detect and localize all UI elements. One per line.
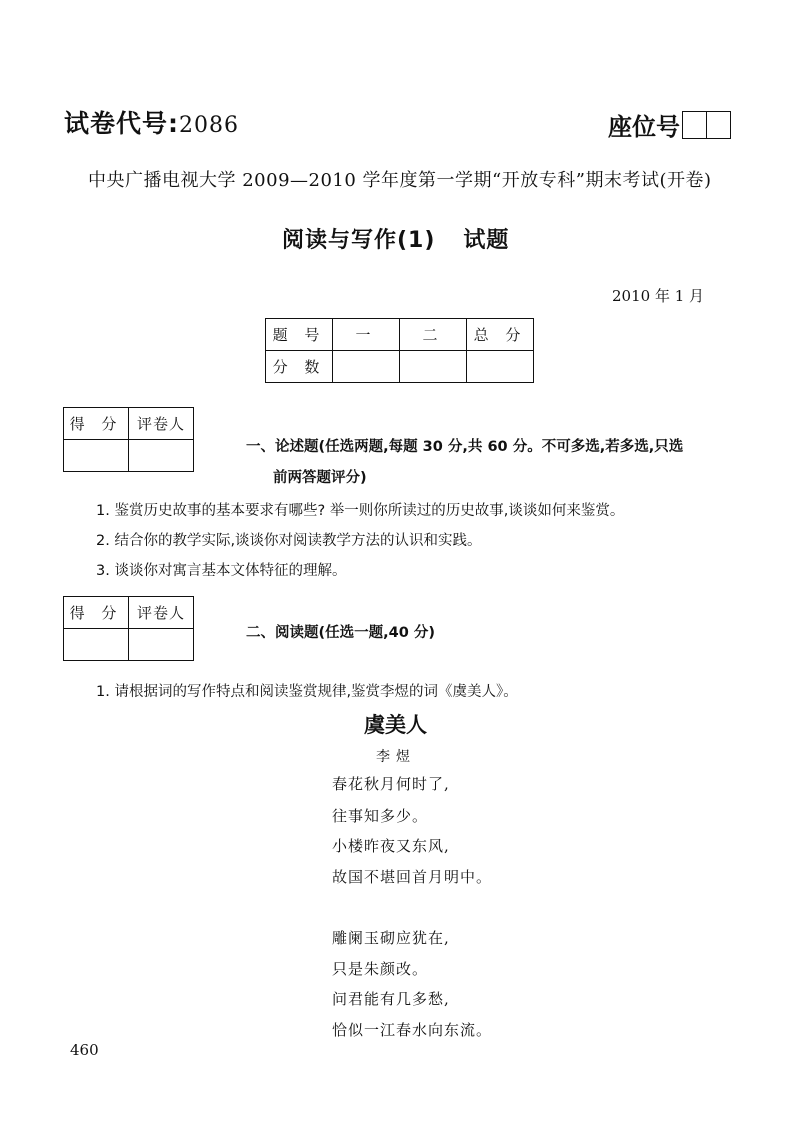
grader-score-label: 得 分: [64, 597, 129, 629]
score-cell[interactable]: [333, 351, 400, 383]
grader-name-cell[interactable]: [129, 440, 194, 472]
poem-line: 恰似一江春水向东流。: [332, 1021, 493, 1039]
section1-title-cont: 前两答题评分): [273, 470, 367, 486]
score-header-cell: 题 号: [266, 319, 333, 351]
score-cell[interactable]: [400, 351, 467, 383]
grader-score-label: 得 分: [64, 408, 129, 440]
seat-number-boxes[interactable]: [682, 111, 731, 139]
exam-date: 2010 年 1 月: [612, 287, 705, 305]
seat-box[interactable]: [706, 112, 730, 138]
seat-number-label: 座位号: [608, 113, 680, 141]
section1-title: 一、论述题(任选两题,每题 30 分,共 60 分。不可多选,若多选,只选: [246, 439, 684, 455]
exam-code-number: 2086: [179, 113, 239, 138]
poem-author: 李煜: [376, 749, 416, 765]
grader-name-label: 评卷人: [129, 597, 194, 629]
poem-line: 小楼昨夜又东风,: [332, 837, 450, 855]
score-table-value-row: [266, 351, 534, 383]
poem-line: 雕阑玉砌应犹在,: [332, 929, 450, 947]
grader-score-cell[interactable]: [64, 629, 129, 661]
grader-score-cell[interactable]: [64, 440, 129, 472]
grader-name-label: 评卷人: [129, 408, 194, 440]
question-1-1: 1. 鉴赏历史故事的基本要求有哪些? 举一则你所读过的历史故事,谈谈如何来鉴赏。: [96, 503, 625, 519]
score-header-cell: 总 分: [467, 319, 534, 351]
score-header-cell: 一: [333, 319, 400, 351]
grader-box: [63, 596, 194, 661]
poem-line: 往事知多少。: [332, 807, 429, 825]
seat-number: [608, 107, 731, 142]
score-header-cell: 二: [400, 319, 467, 351]
question-1-2: 2. 结合你的教学实际,谈谈你对阅读教学方法的认识和实践。: [96, 533, 482, 549]
subject-suffix: 试题: [463, 228, 510, 253]
poem-line: 只是朱颜改。: [332, 960, 429, 978]
exam-code-label: 试卷代号:: [64, 109, 179, 138]
score-table: [265, 318, 534, 383]
poem-line: 问君能有几多愁,: [332, 990, 450, 1008]
question-2-1: 1. 请根据词的写作特点和阅读鉴赏规律,鉴赏李煜的词《虞美人》。: [96, 684, 518, 700]
grader-name-cell[interactable]: [129, 629, 194, 661]
score-row-label: 分 数: [266, 351, 333, 383]
poem-line: 春花秋月何时了,: [332, 775, 450, 793]
seat-box[interactable]: [683, 112, 706, 138]
question-1-3: 3. 谈谈你对寓言基本文体特征的理解。: [96, 563, 347, 579]
subject-name: 阅读与写作(1): [282, 228, 436, 253]
poem-line: 故国不堪回首月明中。: [332, 868, 493, 886]
poem-title: 虞美人: [364, 713, 427, 737]
score-cell[interactable]: [467, 351, 534, 383]
page-number: 460: [70, 1041, 99, 1059]
section2-title: 二、阅读题(任选一题,40 分): [246, 625, 435, 641]
exam-header: 中央广播电视大学 2009—2010 学年度第一学期“开放专科”期末考试(开卷): [88, 170, 712, 191]
score-table-header-row: [266, 319, 534, 351]
subject-title: [282, 223, 509, 254]
exam-code: [64, 104, 239, 140]
grader-box: [63, 407, 194, 472]
